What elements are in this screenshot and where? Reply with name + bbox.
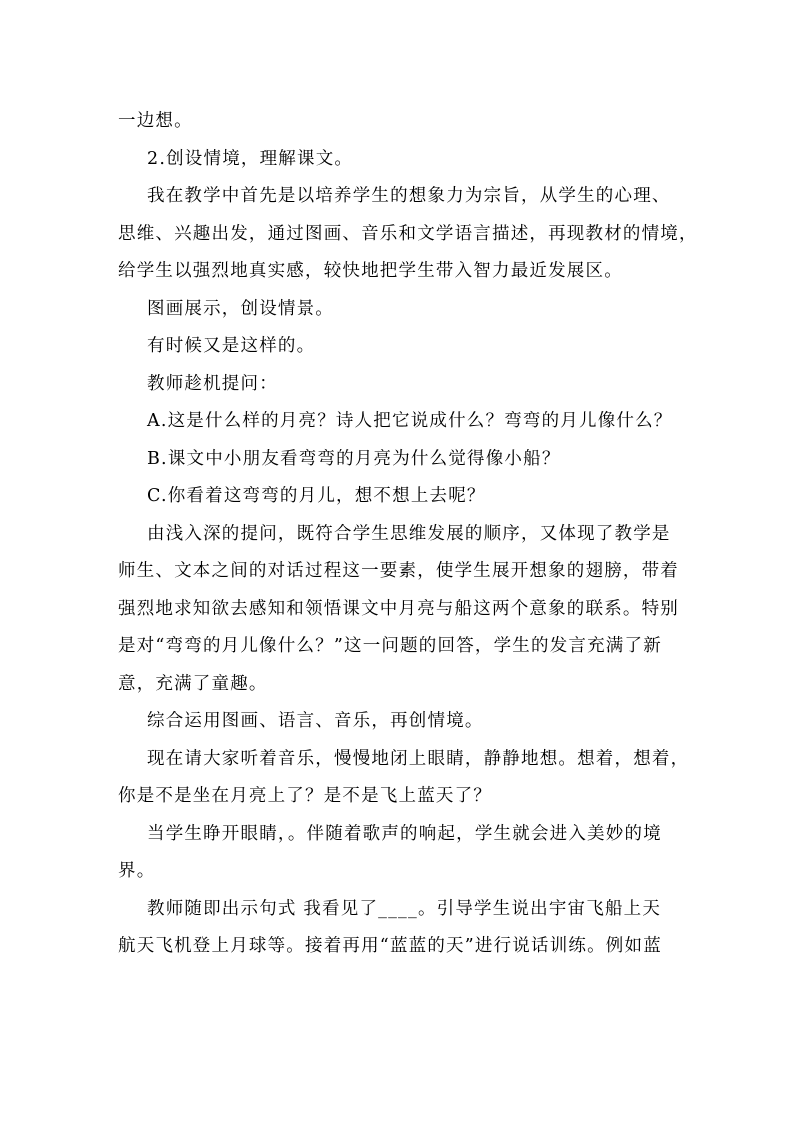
text-line: 有时候又是这样的。	[147, 336, 316, 356]
paragraph	[118, 328, 688, 366]
text-line: 界。	[118, 861, 156, 881]
text-line: 现在请大家听着音乐，慢慢地闭上眼睛，静静地想。想着，想着，	[147, 748, 690, 769]
text-line: 思维、兴趣出发，通过图画、音乐和文学语言描述，再现教材的情境，	[118, 223, 698, 244]
text-line: 图画展示，创设情景。	[147, 298, 334, 319]
paragraph	[118, 816, 688, 891]
text-line: 是对“弯弯的月儿像什么？”这一问题的回答，学生的发言充满了新	[118, 636, 662, 656]
text-line: 我在教学中首先是以培养学生的想象力为宗旨，从学生的心理、	[147, 186, 671, 206]
text-line: B.课文中小朋友看弯弯的月亮为什么觉得像小船？	[147, 448, 561, 469]
paragraph	[118, 291, 688, 329]
text-line: 教师随即出示句式 我看见了____。引导学生说出宇宙飞船上天	[147, 898, 662, 919]
paragraph	[118, 741, 688, 816]
paragraph	[118, 366, 688, 404]
text-line: 你是不是坐在月亮上了？是不是飞上蓝天了？	[118, 786, 492, 806]
text-line: 意，充满了童趣。	[118, 673, 268, 694]
paragraph	[118, 516, 688, 704]
text-line: 2.创设情境，理解课文。	[147, 148, 354, 169]
text-line: 航天飞机登上月球等。接着再用“蓝蓝的天”进行说话训练。例如蓝	[118, 936, 662, 956]
document-body	[118, 103, 698, 966]
question-item	[118, 403, 688, 441]
section-heading	[118, 141, 688, 179]
paragraph	[118, 891, 688, 966]
question-item	[118, 478, 688, 516]
paragraph	[118, 178, 698, 291]
paragraph	[118, 703, 688, 741]
text-line: 强烈地求知欲去感知和领悟课文中月亮与船这两个意象的联系。特别	[118, 598, 679, 619]
text-line: 当学生睁开眼睛，。伴随着歌声的响起，学生就会进入美妙的境	[147, 823, 662, 844]
question-item	[118, 441, 688, 479]
text-line: 由浅入深的提问，既符合学生思维发展的顺序，又体现了教学是	[147, 523, 671, 544]
text-line: A.这是什么样的月亮？诗人把它说成什么？弯弯的月儿像什么？	[147, 411, 673, 431]
text-line: 师生、文本之间的对话过程这一要素，使学生展开想象的翅膀，带着	[118, 561, 679, 581]
text-line: 给学生以强烈地真实感，较快地把学生带入智力最近发展区。	[118, 261, 623, 281]
paragraph	[118, 103, 688, 141]
text-line: 教师趁机提问：	[147, 373, 278, 394]
text-line: C.你看着这弯弯的月儿，想不想上去呢？	[147, 486, 486, 506]
text-line: 综合运用图画、语言、音乐，再创情境。	[147, 711, 484, 731]
text-line: 一边想。	[118, 111, 193, 131]
